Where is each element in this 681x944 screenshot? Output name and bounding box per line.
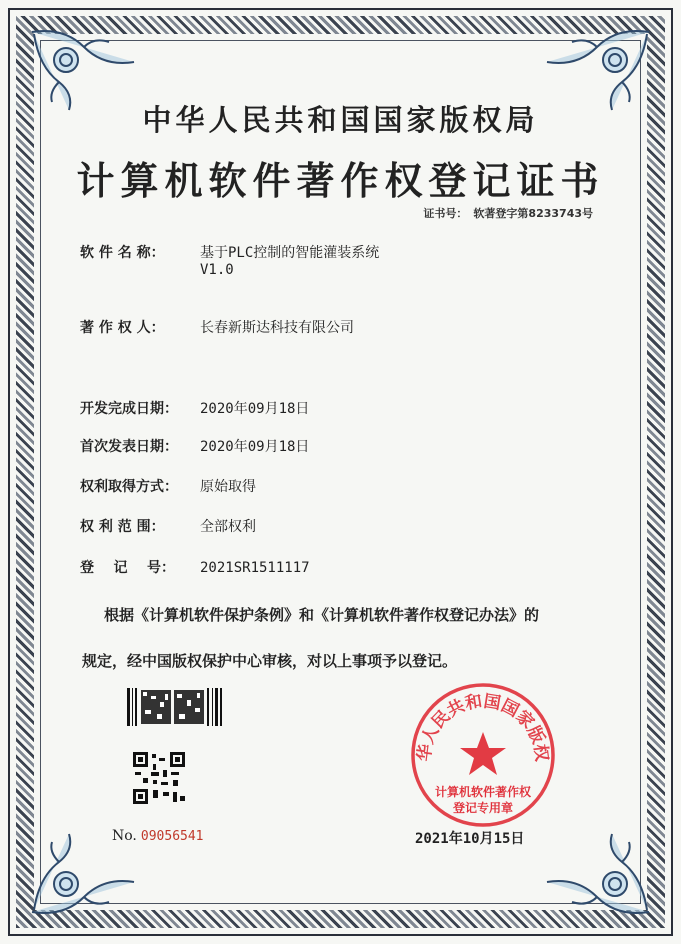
barcode-icon	[127, 688, 222, 726]
registration-value: 2021SR1511117	[200, 560, 310, 576]
scroll-ornament-icon	[537, 827, 657, 922]
scope-value: 全部权利	[200, 519, 256, 535]
software-version-value: V1.0	[200, 262, 234, 278]
legal-text-line1: 根据《计算机软件保护条例》和《计算机软件著作权登记办法》的	[104, 606, 540, 624]
software-name-value: 基于PLC控制的智能灌装系统	[200, 245, 380, 261]
acquisition-row	[80, 476, 256, 496]
certificate-title: 计算机软件著作权登记证书	[76, 159, 605, 203]
official-seal	[408, 680, 558, 830]
acquisition-value: 原始取得	[200, 479, 256, 495]
cert-number-value: 软著登字第8233743号	[473, 207, 593, 220]
serial-number	[112, 828, 204, 844]
software-name-row	[80, 242, 379, 278]
agency-title: 中华人民共和国国家版权局	[142, 103, 539, 137]
owner-row	[80, 317, 354, 337]
registration-label: 登 记 号：	[80, 560, 175, 576]
scope-label: 权 利 范 围：	[80, 519, 165, 535]
scope-row	[80, 516, 256, 536]
seal-line2: 登记专用章	[452, 801, 514, 815]
software-name-label: 软 件 名 称：	[80, 245, 165, 261]
owner-label: 著 作 权 人：	[80, 320, 165, 336]
legal-text-line2: 规定，经中国版权保护中心审核，对以上事项予以登记。	[82, 652, 458, 670]
registration-row	[80, 557, 310, 577]
serial-value: 09056541	[140, 829, 204, 844]
seal-line1: 计算机软件著作权	[434, 785, 532, 799]
acquisition-label: 权利取得方式：	[80, 479, 178, 495]
qr-code-icon	[133, 752, 185, 804]
issue-date: 2021年10月15日	[415, 831, 525, 847]
dev-date-label: 开发完成日期：	[80, 401, 178, 417]
owner-value: 长春新斯达科技有限公司	[200, 320, 354, 336]
star-icon	[460, 732, 506, 775]
pub-date-value: 2020年09月18日	[200, 439, 310, 455]
cert-number-label: 证书号：	[423, 207, 468, 220]
dev-date-value: 2020年09月18日	[200, 401, 310, 417]
pub-date-label: 首次发表日期：	[80, 439, 178, 455]
pub-date-row	[80, 436, 309, 456]
certificate-number	[417, 205, 593, 221]
seal-ring-text: 华人民共和国国家版权	[414, 691, 552, 763]
dev-date-row	[80, 398, 309, 418]
serial-label: No.	[112, 828, 137, 844]
